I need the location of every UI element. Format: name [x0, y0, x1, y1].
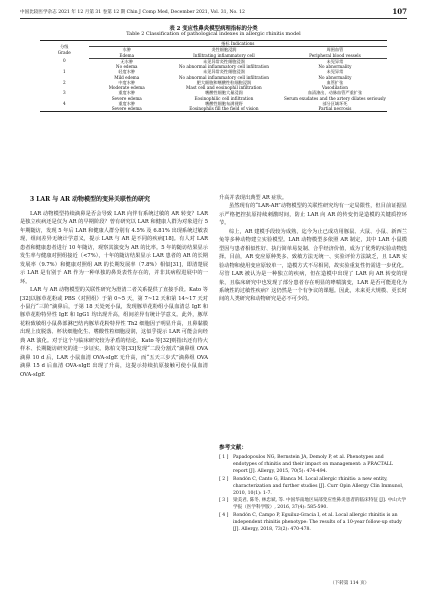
col1-en: Edema	[119, 52, 135, 58]
page-number: 107	[392, 7, 407, 16]
table-row	[40, 58, 387, 69]
body-paragraph: LAR 与 AR 动物模型的关联性研究为澄清二者关系提供了直接手段。Kato 等[32]以豚草花粉或 PBS（对照组）于第 0~5 天，第 7~12 天和第 14~17 天对小鼠行“三阶”滴鼻后，于第 18 天处死小鼠，发现豚草花粉组小鼠血清总 IgE 和豚草花粉特异性 IgE 和 IgG1 均出现升高，组间差异有统计学意义。此外，豚草花粉致敏组小鼠鼻部淋巴结内豚草花粉特异性 Th2 细胞因子明显升高，且鼻黏膜出现上皮脱落、杯状细胞化生、嗜酸性粒细胞浸润，这似乎提示 LAR 可能会向经典 AR 演化。对于这个与临床研究较为矛盾的结论，Kato 等[32]则指出还有待大样本、长期随访研究的进一步证实。陈柏文等[33]发现“二段分割式”滴鼻组 OVA 滴鼻 10 d 后，LAR 小鼠血清 OVA-sIgE 无升高，而“五天三步式”滴鼻组 OVA 滴鼻 15 d 后血清 OVA-sIgE 出现了升高，这提示持续抗原接触可使小鼠血清 OVA-sIgE	[20, 287, 208, 378]
grade-header	[40, 41, 89, 59]
cell-en: No abnormal inflammatory cell infiltration	[178, 74, 269, 80]
cell-cn: 部分区域坏死	[322, 100, 348, 106]
infiltration-cell	[165, 69, 283, 80]
cell-cn: 血清渗出，动脉血管严重扩张	[307, 90, 363, 96]
cell-cn: 轻度水肿	[118, 69, 136, 75]
grade-cell: 0	[62, 58, 66, 64]
cell-en: No abnormality	[318, 64, 352, 69]
reference-item	[219, 477, 407, 498]
table-row	[40, 90, 387, 101]
infiltration-cell	[165, 58, 283, 69]
section-heading: 3 LAR 与 AR 动物模型的变异关联性的研究	[30, 196, 151, 203]
reference-text: 梁美君, 陈冬, 林忠斌, 等. 中国华南地区局部变应性鼻炎患者的临床特征 [J]. 中山大学学报（医学科学版）, 2016, 37(4): 585-590.	[233, 498, 407, 511]
body-paragraph: 升高并表现出典型 AR 症状。	[219, 195, 288, 201]
grade-header-en: Grade	[57, 49, 71, 55]
table-row	[40, 101, 387, 112]
body-paragraph: LAR 动物模型持续滴鼻是否会导致 LAR 向伴有系统过敏的 AR 转变？LAR 是独立疾病还是仅为 AR 的早期阶段？曾有研究以 LAR 和健康人群为对象进行 5 年期随访，发现 5 年后 LAR 和健康人群分别有 4.5% 及 6.81% 出现系统过敏表现，组间差异无统计学意义，提示 LAR 与 AR 是不同的疾病[18]。有人对 LAR 患者和健康患者进行 10 年随访，观察其演变为 AR 的比率。5 年的随访结果显示发生率与健康对照组接近（<7%），十年的随访结果显示 LAR 患者的 AR 的长期发展率（9.7%）和健康对照组 AR 的长期发展率（7.8%）相似[31]，即清楚展示 LAR 是有别于 AR 作为一种单独的鼻炎表性存在的，并非其病程进展中的一环。	[20, 211, 208, 285]
grade-cell: 3	[62, 90, 66, 96]
edema-cell	[89, 69, 165, 80]
cell-cn: 无水肿	[120, 58, 134, 64]
cell-en: Eosinophilic cell infiltration	[194, 95, 254, 101]
reference-number: [ 1 ]	[219, 455, 229, 460]
col3-cn: 周围血管	[326, 47, 344, 53]
indicators-header: 指标 Indications	[89, 41, 387, 47]
col2-en: Infiltrating inflammatory cell	[193, 52, 255, 58]
grade-cell: 1	[62, 69, 66, 75]
reference-number: [ 3 ]	[219, 498, 229, 504]
table-caption-cn: 表 2 变应性鼻炎模型病理指标的分类	[169, 26, 258, 32]
table-row	[40, 80, 387, 91]
reference-list	[219, 455, 407, 535]
cell-cn: 嗜酸性细胞布满视野	[205, 100, 243, 106]
grade-cell: 2	[62, 79, 66, 85]
grade-header-cn: 分级	[60, 44, 69, 50]
infiltration-cell	[165, 90, 283, 101]
edema-cell	[89, 101, 165, 112]
body-paragraph: 综上，AR 建模手段较为成熟，迄今为止已成功用豚鼠、大鼠、小鼠、新西兰兔等多种动物建立实验模型。LAR 动物模型多依照 AR 制定，其中 LAR 小鼠模型因与患者相似性好、执行简单易复制、合乎经济价值，成为了优秀的实验动物选择。目前，AR 变应原种类多、致敏方法无统一、实验评价方法缺乏，且 LAR 实验动物和使用变应原较单一，造模方式不尽相同，故实验重复性仍需进一步优化。尽管 LAR 被认为是一种独立的疾病，但在造模中出现了 LAR 向 AR 转变的现象，且临床研究中也发现了部分患者存在明显的哮喘演变，LAR 是否可能进化为系统性的过敏性疾病？这仍然是一个有争议的课题。因此，未来更大规模、更长时间的人类研究和动物研究是必不可少的。	[219, 228, 407, 303]
cell-en: No edema	[115, 64, 138, 69]
reference-number: [ 2 ]	[219, 476, 229, 482]
col-header-infiltration	[165, 47, 283, 59]
col3-en: Peripheral blood vessels	[309, 52, 361, 58]
cell-en: Eosinophils fill the field of vision	[189, 106, 259, 111]
cell-cn: 重度水肿	[118, 90, 136, 96]
cell-cn: 嗜酸性细胞大量浸润	[205, 90, 243, 96]
cell-en: Serum exudates and the artery dilates seriously	[283, 95, 386, 101]
vessels-cell	[283, 90, 387, 101]
cell-en: Mild edema	[114, 74, 140, 80]
references-heading: 参考文献：	[219, 445, 247, 451]
infiltration-cell	[165, 101, 283, 112]
edema-cell	[89, 90, 165, 101]
cell-en: Moderate edema	[108, 85, 145, 90]
vessels-cell	[283, 80, 387, 91]
cell-en: Severe edema	[111, 95, 142, 101]
vessels-cell	[283, 69, 387, 80]
running-header	[20, 9, 407, 15]
table-caption-en: Table 2 Classification of pathological indexes in allergic rhinitis model	[126, 31, 301, 37]
cell-cn: 重度水肿	[118, 100, 136, 106]
reference-item	[219, 455, 407, 476]
cell-cn: 中度水肿	[118, 79, 136, 85]
cell-cn: 未见异常	[326, 58, 344, 64]
cell-cn: 肥大细胞和嗜酸性粒细胞浸润	[196, 79, 252, 85]
cell-en: Severe edema	[111, 106, 142, 111]
reference-text: Papadopoulos NG, Bernstein JA, Demoly P, et al. Phenotypes and endotypes of rhinitis and their impact on management: a PRACTALL report [J]. Allergy, 2015, 70(5): 474-494.	[233, 455, 393, 474]
reference-text: Rondón C, Campo P, Eguiluz-Gracia I, et al. Local allergic rhinitis is an independent rhinitis phenotype: The results of a 10-year follow-up study [J]. Allergy, 2018, 73(2): 470-478.	[233, 513, 402, 533]
col-header-edema	[89, 47, 165, 59]
continued-note: （下转第 114 页）	[330, 581, 370, 586]
right-column	[219, 194, 407, 304]
journal-header: 中国比较医学杂志 2021 年 12 月第 31 卷第 12 期 Chin J Comp Med, December 2021, Vol. 31, No. 12	[20, 10, 245, 15]
cell-cn: 未见异常	[326, 69, 344, 75]
infiltration-cell	[165, 80, 283, 91]
body-paragraph: 虽然现有的“LAR-AR”动物模型的关联性研究均有一定局限性，但目前证据显示严格把控抗原持续刺激时间，防止 LAR 向 AR 的传变仍是造模的关键质控环节。	[219, 203, 407, 227]
grade-cell: 4	[40, 101, 89, 112]
cell-cn: 未见异常炎性细胞浸润	[202, 58, 245, 64]
edema-cell	[89, 58, 165, 69]
cell-en: Mast cell and eosinophil infiltration	[186, 85, 262, 90]
cell-en: No abnormality	[318, 74, 352, 80]
vessels-cell	[283, 58, 387, 69]
reference-text: Rondón C, Canto G, Blanca M. Local allergic rhinitis: a new entity, characterization and further studies [J]. Curr Opin Allergy Clin Immunol, 2010, 10(1): 1-7.	[233, 476, 404, 496]
reference-item	[219, 513, 407, 534]
pathology-table	[40, 40, 387, 112]
table-row	[40, 69, 387, 80]
edema-cell	[89, 80, 165, 91]
cell-en: Partial necrosis	[318, 106, 352, 111]
vessels-cell	[283, 101, 387, 112]
cell-en: Vasodilation	[321, 85, 348, 90]
col-header-vessels	[283, 47, 387, 59]
reference-number: [ 4 ]	[219, 513, 229, 519]
col2-cn: 炎性细胞浸润	[211, 47, 237, 53]
left-column	[20, 210, 208, 379]
cell-en: No abnormal inflammatory cell infiltration	[178, 64, 269, 69]
cell-cn: 未见异常炎性细胞浸润	[202, 69, 245, 75]
header-rule	[20, 18, 407, 19]
col1-cn: 水肿	[122, 47, 131, 53]
cell-cn: 血管扩张	[326, 79, 344, 85]
reference-item	[219, 498, 407, 512]
